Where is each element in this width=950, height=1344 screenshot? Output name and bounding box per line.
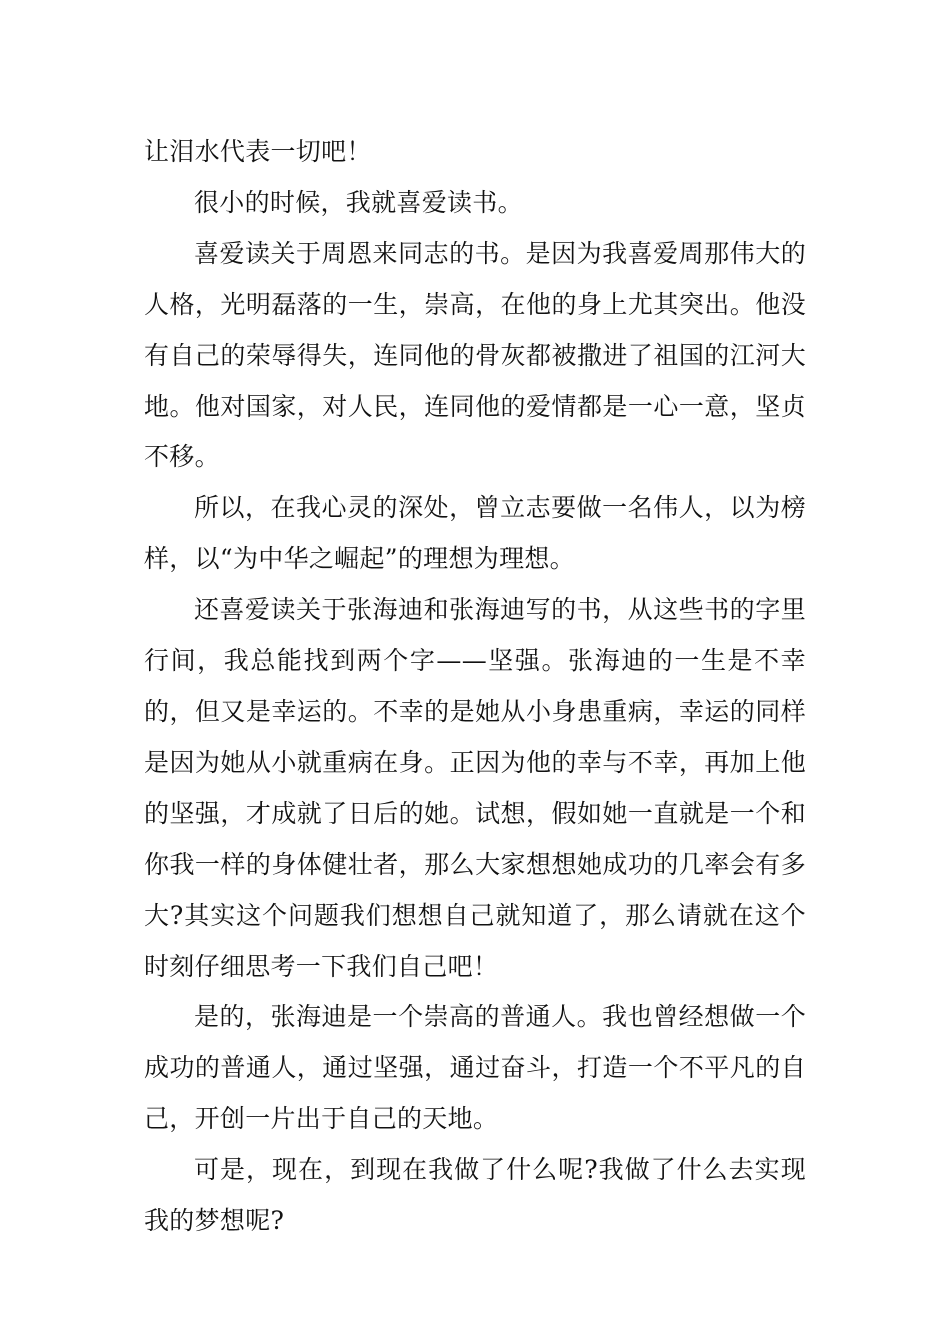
paragraph-1: 让泪水代表一切吧！ [144,137,372,166]
paragraph-4: 所以，在我心灵的深处，曾立志要做一名伟人，以为榜样，以“为中华之崛起”的理想为理想。 [144,493,806,574]
document-body [144,127,806,1247]
paragraph-3: 喜爱读关于周恩来同志的书。是因为我喜爱周那伟大的人格，光明磊落的一生，崇高，在他的身上尤其突出。他没有自己的荣辱得失，连同他的骨灰都被撒进了祖国的江河大地。他对国家，对人民，连同他的爱情都是一心一意，坚贞不移。 [144,238,806,472]
paragraph-6: 是的，张海迪是一个崇高的普通人。我也曾经想做一个成功的普通人，通过坚强，通过奋斗，打造一个不平凡的自己，开创一片出于自己的天地。 [144,1002,806,1134]
paragraph-2: 很小的时候，我就喜爱读书。 [194,187,523,217]
paragraph-5: 还喜爱读关于张海迪和张海迪写的书，从这些书的字里行间，我总能找到两个字——坚强。张海迪的一生是不幸的，但又是幸运的。不幸的是她从小身患重病，幸运的同样是因为她从小就重病在身。正因为他的幸与不幸，再加上他的坚强，才成就了日后的她。试想，假如她一直就是一个和你我一样的身体健壮者，那么大家想想她成功的几率会有多大?其实这个问题我们想想自己就知道了，那么请就在这个时刻仔细思考一下我们自己吧！ [144,595,806,981]
paragraph-7: 可是，现在，到现在我做了什么呢?我做了什么去实现我的梦想呢? [144,1155,806,1236]
